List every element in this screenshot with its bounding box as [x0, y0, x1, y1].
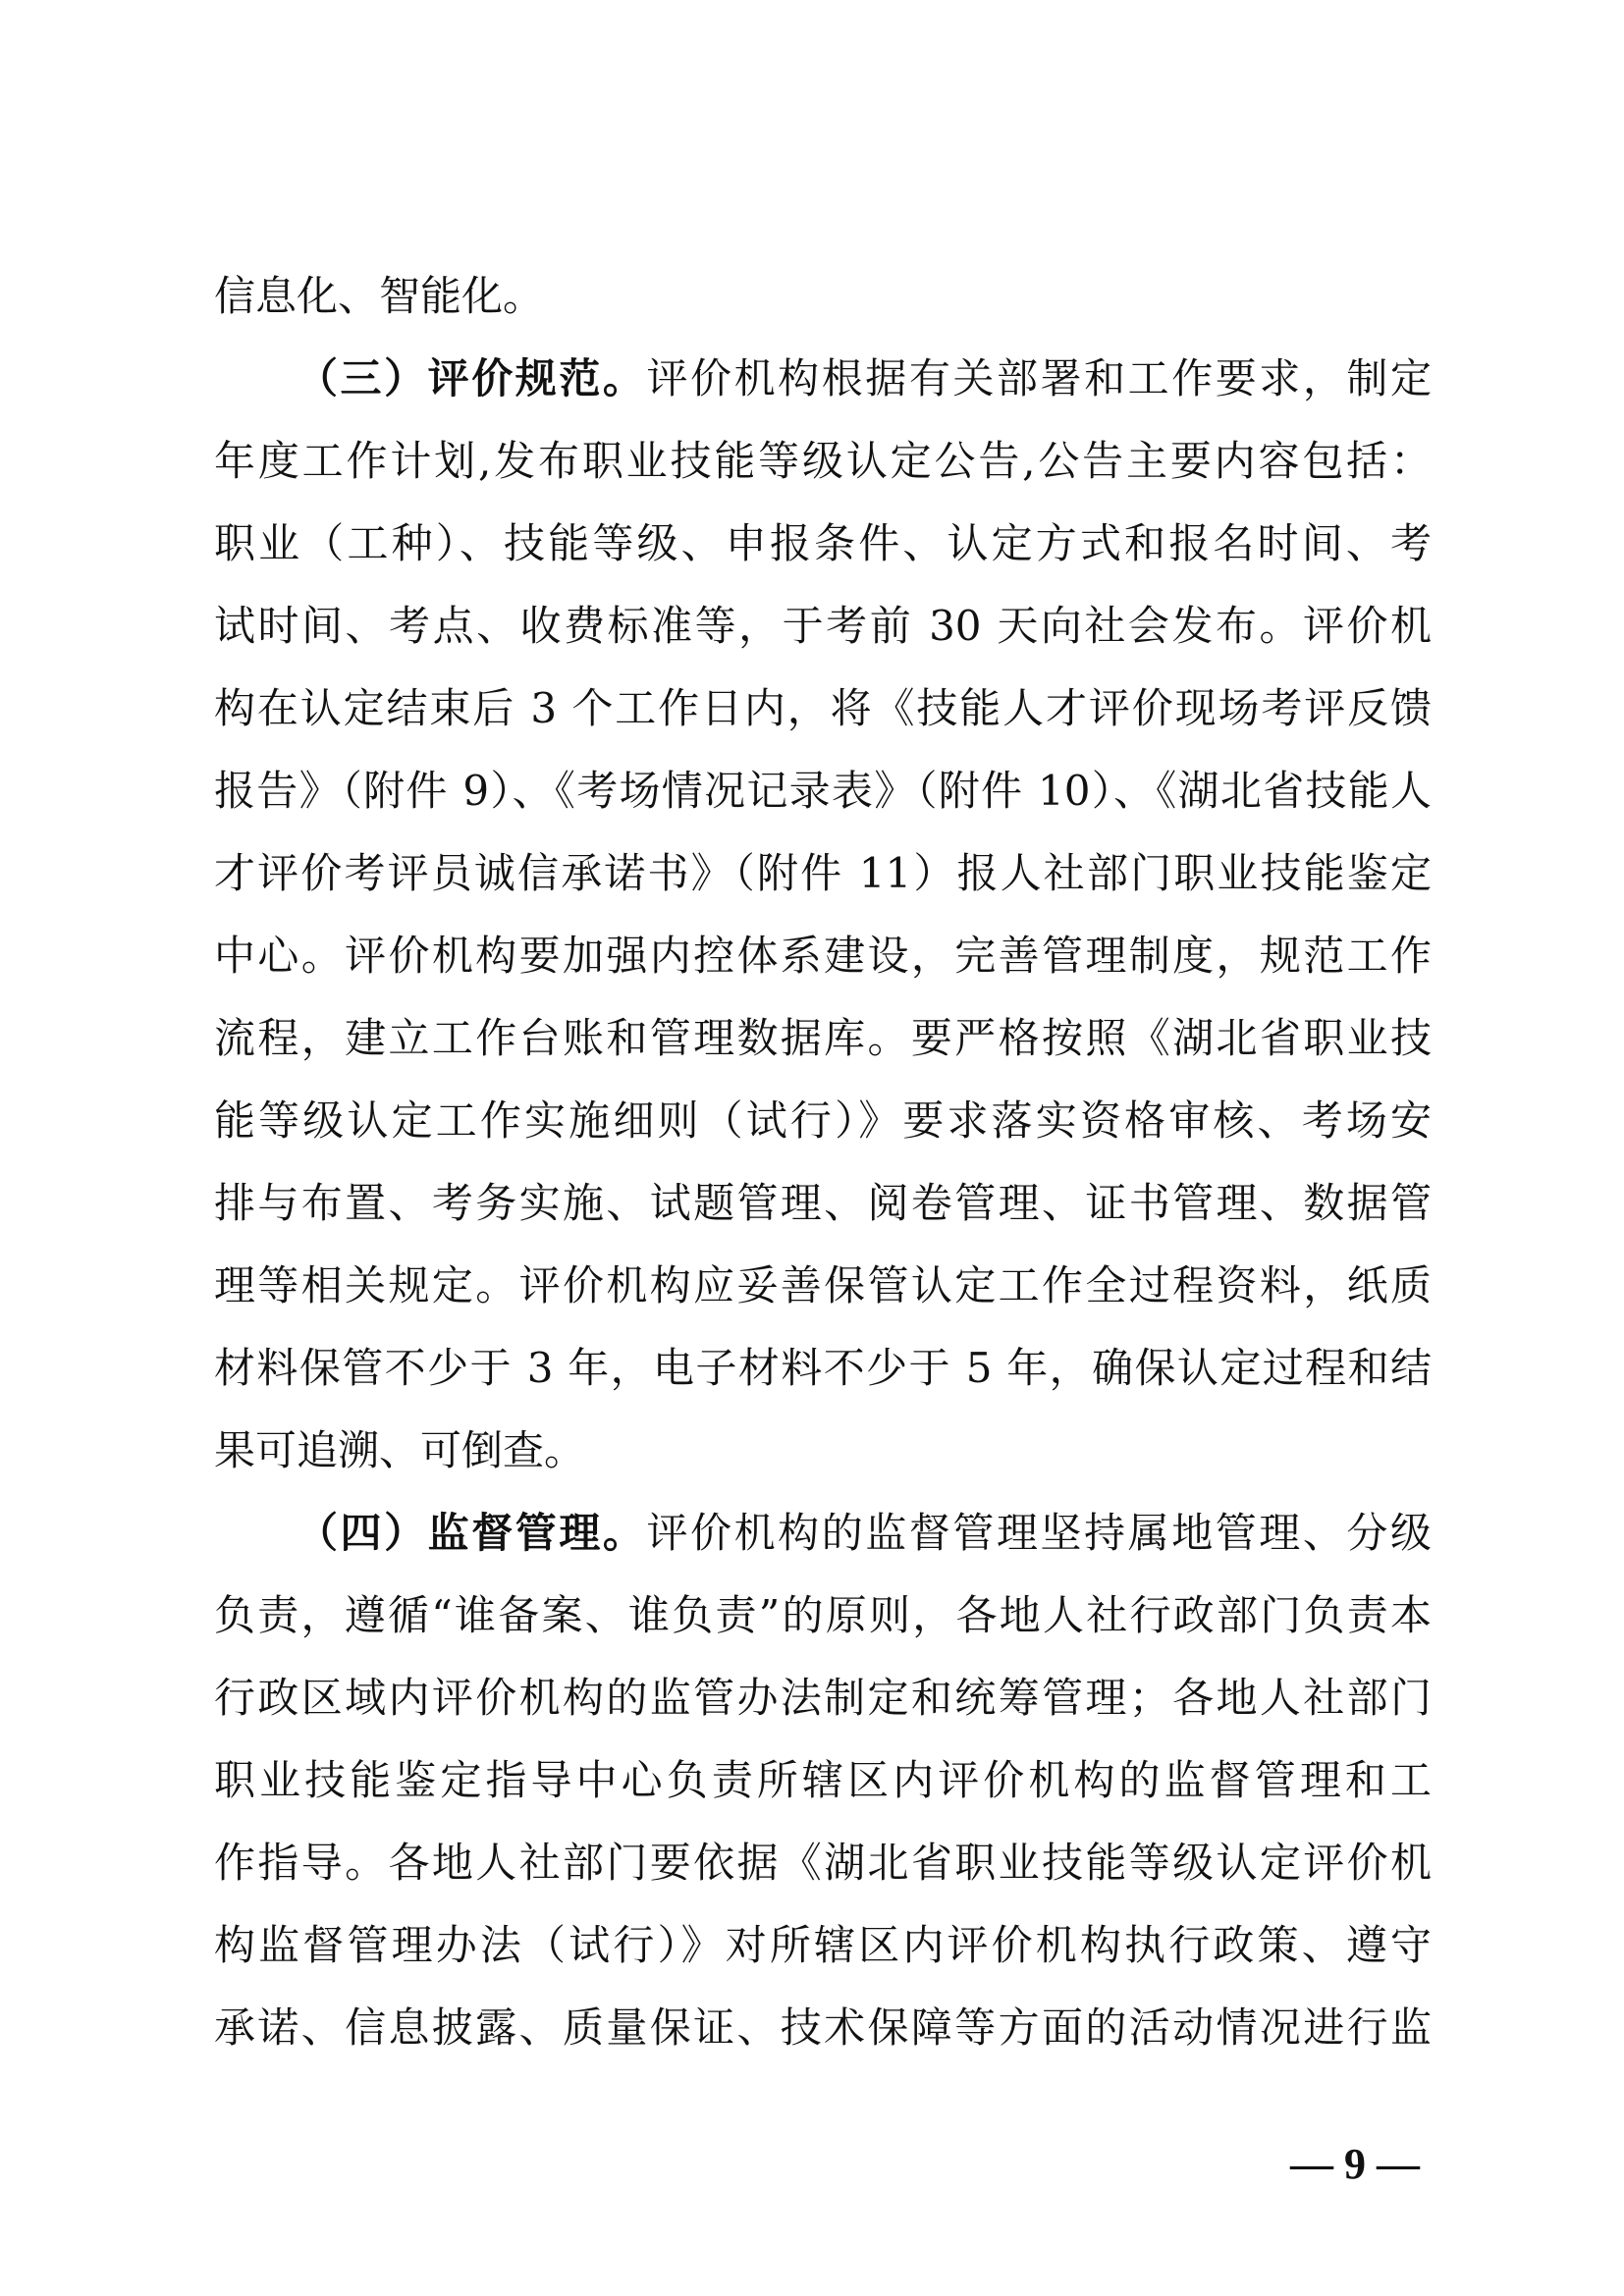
paragraph-line: 材料保管不少于 3 年，电子材料不少于 5 年，确保认定过程和结: [214, 1344, 1432, 1392]
paragraph-line: 排与布置、考务实施、试题管理、阅卷管理、证书管理、数据管: [214, 1179, 1432, 1227]
section-heading: （四）监督管理。: [297, 1509, 647, 1557]
paragraph-line: 承诺、信息披露、质量保证、技术保障等方面的活动情况进行监: [214, 2003, 1432, 2052]
paragraph-line: 构在认定结束后 3 个工作日内，将《技能人才评价现场考评反馈: [214, 684, 1432, 732]
paragraph-line: 能等级认定工作实施细则（试行）》要求落实资格审核、考场安: [214, 1096, 1432, 1145]
paragraph-line: 年度工作计划,发布职业技能等级认定公告,公告主要内容包括：: [214, 437, 1432, 485]
paragraph-line: 负责，遵循“谁备案、谁负责”的原则，各地人社行政部门负责本: [214, 1591, 1432, 1639]
paragraph-line: 中心。评价机构要加强内控体系建设，完善管理制度，规范工作: [214, 932, 1432, 980]
paragraph-line: 职业技能鉴定指导中心负责所辖区内评价机构的监督管理和工: [214, 1756, 1432, 1804]
paragraph-line-section-4: （四）监督管理。评价机构的监督管理坚持属地管理、分级: [297, 1509, 1432, 1557]
paragraph-line: 果可追溯、可倒查。: [214, 1426, 586, 1474]
section-heading: （三）评价规范。: [297, 354, 647, 402]
paragraph-line: 报告》（附件 9）、《考场情况记录表》（附件 10）、《湖北省技能人: [214, 767, 1432, 815]
paragraph-line: 理等相关规定。评价机构应妥善保管认定工作全过程资料，纸质: [214, 1261, 1432, 1309]
paragraph-line: 作指导。各地人社部门要依据《湖北省职业技能等级认定评价机: [214, 1839, 1432, 1887]
paragraph-line: 信息化、智能化。: [214, 272, 545, 320]
paragraph-line: 流程，建立工作台账和管理数据库。要严格按照《湖北省职业技: [214, 1014, 1432, 1062]
paragraph-line: 行政区域内评价机构的监管办法制定和统筹管理；各地人社部门: [214, 1674, 1432, 1722]
page-number: — 9 —: [1290, 2140, 1420, 2188]
paragraph-line-section-3: （三）评价规范。评价机构根据有关部署和工作要求，制定: [297, 354, 1432, 402]
paragraph-line: 职业（工种）、技能等级、申报条件、认定方式和报名时间、考: [214, 519, 1432, 567]
paragraph-line: 试时间、考点、收费标准等，于考前 30 天向社会发布。评价机: [214, 602, 1432, 650]
paragraph-line: 构监督管理办法（试行）》对所辖区内评价机构执行政策、遵守: [214, 1921, 1432, 1969]
paragraph-line: 才评价考评员诚信承诺书》（附件 11）报人社部门职业技能鉴定: [214, 849, 1432, 897]
